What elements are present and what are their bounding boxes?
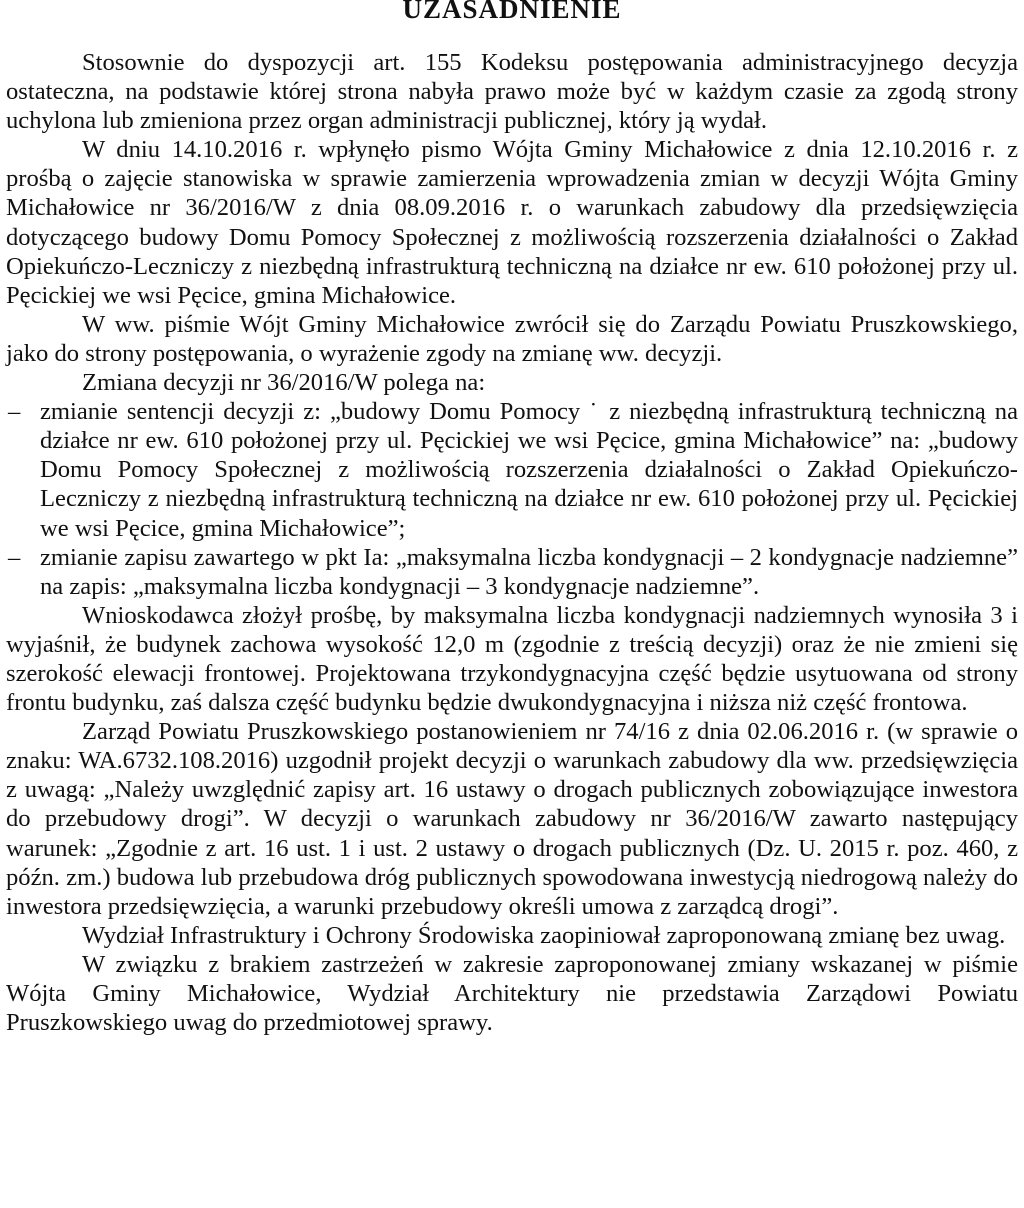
change-list [6, 397, 1018, 601]
dash-bullet: – [8, 398, 21, 426]
paragraph-consent-request: W ww. piśmie Wójt Gminy Michałowice zwrócił się do Zarządu Powiatu Pruszkowskiego, jako do strony postępowania, o wyrażenie zgody na zmianę ww. decyzji. [6, 310, 1018, 367]
paragraph-change-intro: Zmiana decyzji nr 36/2016/W polega na: [82, 369, 486, 397]
paragraph-board-resolution: Zarząd Powiatu Pruszkowskiego postanowieniem nr 74/16 z dnia 02.06.2016 r. (w sprawie o znaku: WA.6732.108.2016) uzgodnił projekt decyzji o warunkach zabudowy dla ww. przedsięwzięcia z uwagą: „Należy uwzględnić zapisy art. 16 ustawy o drogach publicznych zobowiązujące inwestora do przebudowy drogi”. W decyzji o warunkach zabudowy nr 36/2016/W zawarto następujący warunek: „Zgodnie z art. 16 ust. 1 i ust. 2 ustawy o drogach publicznych (Dz. U. 2015 r. poz. 460, z późn. zm.) budowa lub przebudowa dróg publicznych spowodowana inwestycją niedrogową należy do inwestora przedsięwzięcia, a warunki przebudowy określi umowa z zarządcą drogi”. [6, 718, 1018, 920]
paragraph-letter-received: W dniu 14.10.2016 r. wpłynęło pismo Wójta Gminy Michałowice z dnia 12.10.2016 r. z prośbą o zajęcie stanowiska w sprawie zamierzenia wprowadzenia zmian w decyzji Wójta Gminy Michałowice nr 36/2016/W z dnia 08.09.2016 r. o warunkach zabudowy dla przedsięwzięcia dotyczącego budowy Domu Pomocy Społecznej z możliwością rozszerzenia działalności o Zakład Opiekuńczo-Leczniczy z niezbędną infrastrukturą techniczną na działce nr ew. 610 położonej przy ul. Pęcickiej we wsi Pęcice, gmina Michałowice. [6, 136, 1018, 309]
paragraph-conclusion: W związku z brakiem zastrzeżeń w zakresie zaproponowanej zmiany wskazanej w piśmie Wójta Gminy Michałowice, Wydział Architektury nie przedstawia Zarządowi Powiatu Pruszkowskiego uwag do przedmiotowej sprawy. [6, 950, 1018, 1037]
list-item-text: zmianie zapisu zawartego w pkt Ia: „maksymalna liczba kondygnacji – 2 kondygnacje nadziemne” na zapis: „maksymalna liczba kondygnacji – 3 kondygnacje nadziemne”. [40, 543, 1018, 600]
list-item [6, 397, 1018, 542]
document-title: UZASADNIENIE [402, 0, 622, 24]
dash-bullet: – [8, 543, 21, 571]
paragraph-applicant-request: Wnioskodawca złożył prośbę, by maksymalna liczba kondygnacji nadziemnych wynosiła 3 i wyjaśnił, że budynek zachowa wysokość 12,0 m (zgodnie z treścią decyzji) oraz że nie zmieni się szerokość elewacji frontowej. Projektowana trzykondygnacyjna część będzie usytuowana od strony frontu budynku, zaś dalsza część budynku będzie dwukondygnacyjna i niższa niż część frontowa. [6, 601, 1018, 717]
document-body [6, 48, 1018, 1037]
paragraph-infrastructure-opinion: Wydział Infrastruktury i Ochrony Środowiska zaopiniował zaproponowaną zmianę bez uwag. [82, 921, 1006, 949]
paragraph-legal-basis: Stosownie do dyspozycji art. 155 Kodeksu postępowania administracyjnego decyzja ostateczna, na podstawie której strona nabyła prawo może być w każdym czasie za zgodą strony uchylona lub zmieniona przez organ administracji publicznej, który ją wydał. [6, 49, 1018, 135]
list-item-text: zmianie sentencji decyzji z: „budowy Domu Pomocy ˙ z niezbędną infrastrukturą techniczną na działce nr ew. 610 położonej przy ul. Pęcickiej we wsi Pęcice, gmina Michałowice” na: „budowy Domu Pomocy Społecznej z możliwością rozszerzenia działalności o Zakład Opiekuńczo-Leczniczy z niezbędną infrastrukturą techniczną na działce nr ew. 610 położonej przy ul. Pęcickiej we wsi Pęcice, gmina Michałowice”; [40, 398, 1018, 542]
list-item [6, 543, 1018, 601]
